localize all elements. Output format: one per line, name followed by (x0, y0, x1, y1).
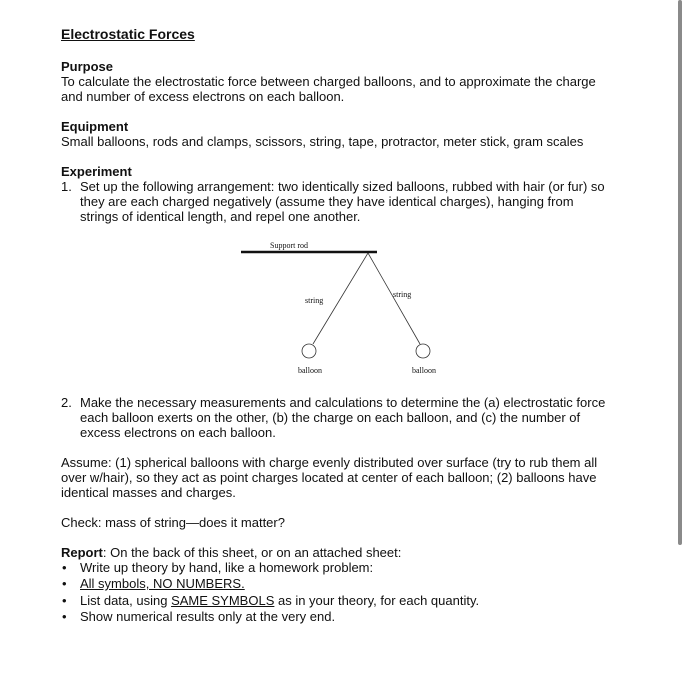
assume-line-1: Assume: (1) spherical balloons with charge evenly distributed over surface (try to rub them all (61, 455, 598, 470)
step-2-line-3: excess electrons on each balloon. (80, 425, 276, 440)
step-1-number: 1. (61, 179, 72, 194)
assume-line-2: over w/hair), so they act as point charges located at center of each balloon; (2) balloons have (61, 470, 597, 485)
purpose-text-line-2: and number of excess electrons on each balloon. (61, 89, 345, 104)
vertical-scrollbar[interactable] (678, 0, 682, 545)
report-bullet-4: Show numerical results only at the very end. (80, 609, 336, 624)
report-bullet-1: Write up theory by hand, like a homework problem: (80, 560, 374, 575)
report-bullet-2: All symbols, NO NUMBERS. (80, 576, 245, 591)
purpose-heading: Purpose (61, 59, 114, 74)
step-1-line-3: strings of identical length, and repel one another. (80, 209, 361, 224)
bullet-4-marker: • (62, 609, 67, 624)
bullet-2-marker: • (62, 576, 67, 591)
step-2-line-1: Make the necessary measurements and calculations to determine the (a) electrostatic force (80, 395, 606, 410)
assume-line-3: identical masses and charges. (61, 485, 236, 500)
purpose-text-line-1: To calculate the electrostatic force between charged balloons, and to approximate the charge (61, 74, 596, 89)
step-2-line-2: each balloon exerts on the other, (b) the charge on each balloon, and (c) the number of (80, 410, 581, 425)
report-label: Report (61, 545, 103, 560)
balloon-diagram (230, 236, 460, 381)
report-bullet-3-post: as in your theory, for each quantity. (274, 593, 480, 608)
step-1-line-2: they are each charged negatively (assume they have identical charges), hanging from (80, 194, 574, 209)
page-title: Electrostatic Forces (61, 26, 195, 42)
balloon-left (302, 344, 316, 358)
string-right-label: string (393, 290, 412, 299)
support-rod-label: Support rod (270, 241, 308, 250)
equipment-text: Small balloons, rods and clamps, scissors, string, tape, protractor, meter stick, gram scales (61, 134, 584, 149)
string-left-label: string (305, 296, 324, 305)
report-intro-text: : On the back of this sheet, or on an attached sheet: (102, 545, 402, 560)
bullet-1-marker: • (62, 560, 67, 575)
report-intro (61, 545, 401, 560)
step-1-line-1: Set up the following arrangement: two identically sized balloons, rubbed with hair (or fur) so (80, 179, 605, 194)
balloon-left-label: balloon (298, 366, 322, 375)
bullet-3-marker: • (62, 593, 67, 608)
check-text: Check: mass of string—does it matter? (61, 515, 285, 530)
experiment-heading: Experiment (61, 164, 132, 179)
step-2-number: 2. (61, 395, 72, 410)
report-bullet-3-underlined: SAME SYMBOLS (171, 593, 275, 608)
report-bullet-3-pre: List data, using (80, 593, 172, 608)
balloon-right (416, 344, 430, 358)
report-bullet-3 (80, 593, 640, 608)
equipment-heading: Equipment (61, 119, 129, 134)
balloon-right-label: balloon (412, 366, 436, 375)
